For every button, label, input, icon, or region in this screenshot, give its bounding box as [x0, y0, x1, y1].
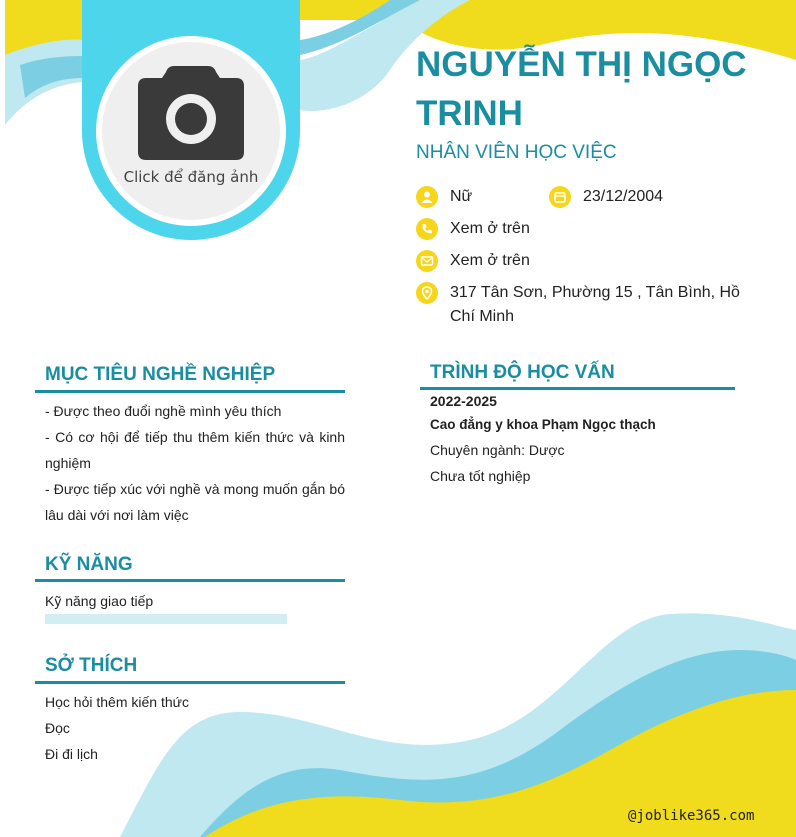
envelope-icon	[416, 250, 438, 272]
education-entry	[430, 389, 750, 489]
gender-row	[416, 185, 472, 209]
skills-divider	[35, 579, 345, 582]
phone-icon	[416, 218, 438, 240]
education-status: Chưa tốt nghiệp	[430, 468, 531, 484]
photo-upload[interactable]	[102, 42, 280, 220]
education-period: 2022-2025	[430, 393, 497, 409]
photo-upload-label: Click để đăng ảnh	[123, 168, 259, 186]
hobbies-list	[45, 689, 189, 767]
objective-title: MỤC TIÊU NGHỀ NGHIỆP	[45, 364, 276, 385]
birthday-value: 23/12/2004	[583, 188, 664, 205]
hobby-item: Học hỏi thêm kiến thức	[45, 694, 189, 710]
hobbies-title: SỞ THÍCH	[45, 655, 138, 676]
map-pin-icon	[416, 282, 438, 304]
skills-title: KỸ NĂNG	[45, 554, 133, 575]
hobby-item: Đọc	[45, 720, 70, 736]
objective-line: - Có cơ hội để tiếp thu thêm kiến thức và kinh nghiệm	[45, 429, 345, 471]
education-school: Cao đẳng y khoa Phạm Ngọc thạch	[430, 417, 656, 432]
address-value: 317 Tân Sơn, Phường 15 , Tân Bình, Hồ Chí Minh	[450, 284, 740, 325]
camera-icon	[136, 66, 246, 162]
birthday-row	[549, 185, 663, 209]
hobbies-divider	[35, 681, 345, 684]
phone-row	[416, 217, 530, 241]
address-row	[416, 281, 761, 329]
calendar-icon	[549, 186, 571, 208]
education-major: Chuyên ngành: Dược	[430, 442, 565, 458]
gender-value: Nữ	[450, 188, 473, 205]
hobby-item: Đi đi lịch	[45, 746, 98, 762]
skill-level-bar	[45, 614, 287, 624]
objective-line: - Được theo đuổi nghề mình yêu thích	[45, 403, 282, 419]
phone-value: Xem ở trên	[450, 220, 530, 237]
objective-line: - Được tiếp xúc với nghề và mong muốn gắn bó lâu dài với nơi làm việc	[45, 481, 345, 523]
candidate-name: NGUYỄN THỊ NGỌC TRINH	[416, 45, 747, 133]
top-left-mid	[20, 56, 82, 98]
objective-divider	[35, 390, 345, 393]
candidate-role: NHÂN VIÊN HỌC VIỆC	[416, 142, 617, 163]
email-row	[416, 249, 530, 273]
education-title: TRÌNH ĐỘ HỌC VẤN	[430, 362, 615, 383]
watermark: @joblike365.com	[628, 808, 755, 824]
email-value: Xem ở trên	[450, 252, 530, 269]
user-icon	[416, 186, 438, 208]
objective-text	[45, 398, 345, 528]
skill-name: Kỹ năng giao tiếp	[45, 593, 154, 609]
